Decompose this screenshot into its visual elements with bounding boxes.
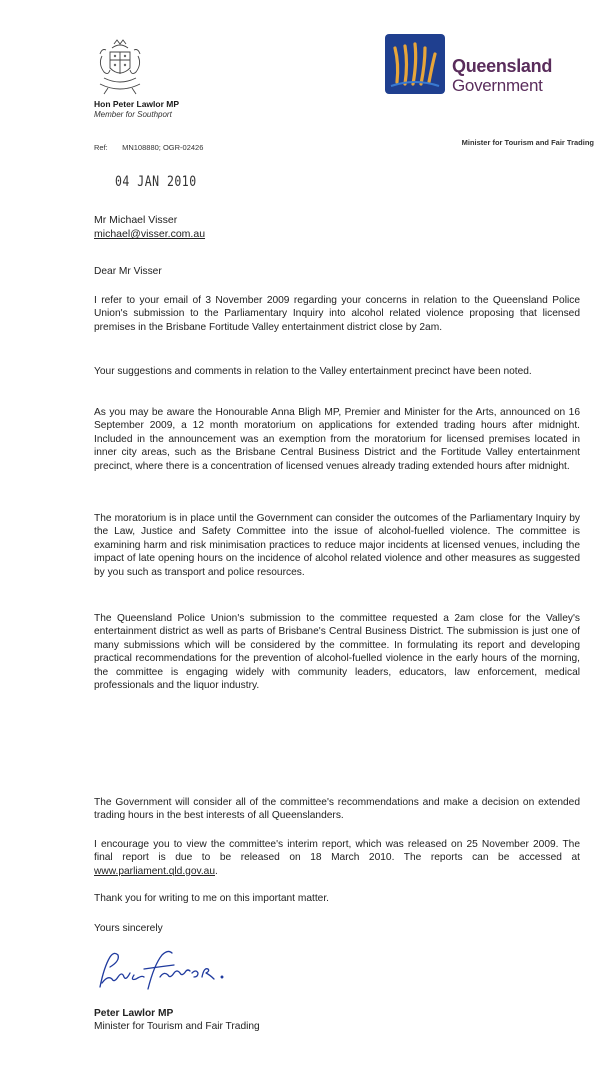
parliament-website-link[interactable]: www.parliament.qld.gov.au: [94, 865, 215, 877]
body-paragraph-6: The Government will consider all of the committee's recommendations and make a decision on extended trading hours in the best interests of all Queenslanders.: [94, 797, 580, 822]
body-paragraph-2: Your suggestions and comments in relation to the Valley entertainment precinct have been noted.: [94, 366, 532, 377]
coat-of-arms-icon: [94, 38, 146, 96]
body-paragraph-4: The moratorium is in place until the Government can consider the outcomes of the Parliamentary Inquiry by the Law, Justice and Safety Committee into the issue of alcohol-fuelled violence. The committee is examining harm and risk minimisation practices to reduce major incidents at licensed venues, including the impact of late opening hours on the incidence of alcohol related violence and other measures as suggested by you such as transport and police resources.: [94, 513, 580, 578]
body-paragraph-5: The Queensland Police Union's submission to the committee requested a 2am close for the Valley's entertainment district as well as parts of Brisbane's Central Business District. The submission is just one of many submissions which will be considered by the committee. In formulating its report and developing practical recommendations for the prevention of alcohol-fuelled violence in the early hours of the morning, the committee is engaging widely with community leaders, educators, law enforcement, medical professionals and the liquor industry.: [94, 613, 580, 692]
logo-wordmark-government: Government: [452, 76, 543, 95]
sender-name: Hon Peter Lawlor MP: [94, 99, 180, 109]
valediction: Yours sincerely: [94, 923, 163, 934]
minister-portfolio-header: Minister for Tourism and Fair Trading: [461, 138, 594, 147]
recipient-email-link[interactable]: michael@visser.com.au: [94, 228, 206, 240]
signer-title: Minister for Tourism and Fair Trading: [94, 1021, 260, 1032]
queensland-government-logo-icon: [385, 34, 445, 94]
reference-line: [94, 143, 203, 152]
paragraph-7-end: .: [215, 865, 218, 877]
paragraph-7-text: I encourage you to view the committee's interim report, which was released on 25 November 2009. The final report is due to be released on 18 March 2010. The reports can be accessed at: [94, 839, 580, 864]
salutation: Dear Mr Visser: [94, 266, 162, 277]
signer-name: Peter Lawlor MP: [94, 1008, 174, 1019]
body-paragraph-8: Thank you for writing to me on this important matter.: [94, 893, 329, 904]
body-paragraph-1: I refer to your email of 3 November 2009 regarding your concerns in relation to the Queensland Police Union's submission to the Parliamentary Inquiry into alcohol related violence proposing that licensed premises in the Brisbane Fortitude Valley entertainment district close by 2am.: [94, 295, 580, 333]
handwritten-signature-icon: [94, 947, 244, 995]
body-paragraph-3: As you may be aware the Honourable Anna Bligh MP, Premier and Minister for the Arts, announced on 16 September 2009, a 12 month moratorium on applications for extended trading hours after midnight. Included in the announcement was an exemption from the moratorium for licensed premises located in inner city areas, such as the Brisbane Central Business District and the Fortitude Valley entertainment precinct, where there is a concentration of licensed venues already trading extended hours after midnight.: [94, 407, 580, 472]
body-paragraph-7: [94, 838, 580, 878]
reference-label: Ref:: [94, 143, 108, 152]
sender-electorate: Member for Southport: [94, 110, 172, 119]
date-stamp: 04 JAN 2010: [115, 172, 197, 190]
reference-number: MN108880; OGR-02426: [122, 143, 204, 152]
logo-wordmark-queensland: Queensland: [452, 56, 553, 76]
recipient-name: Mr Michael Visser: [94, 214, 178, 226]
